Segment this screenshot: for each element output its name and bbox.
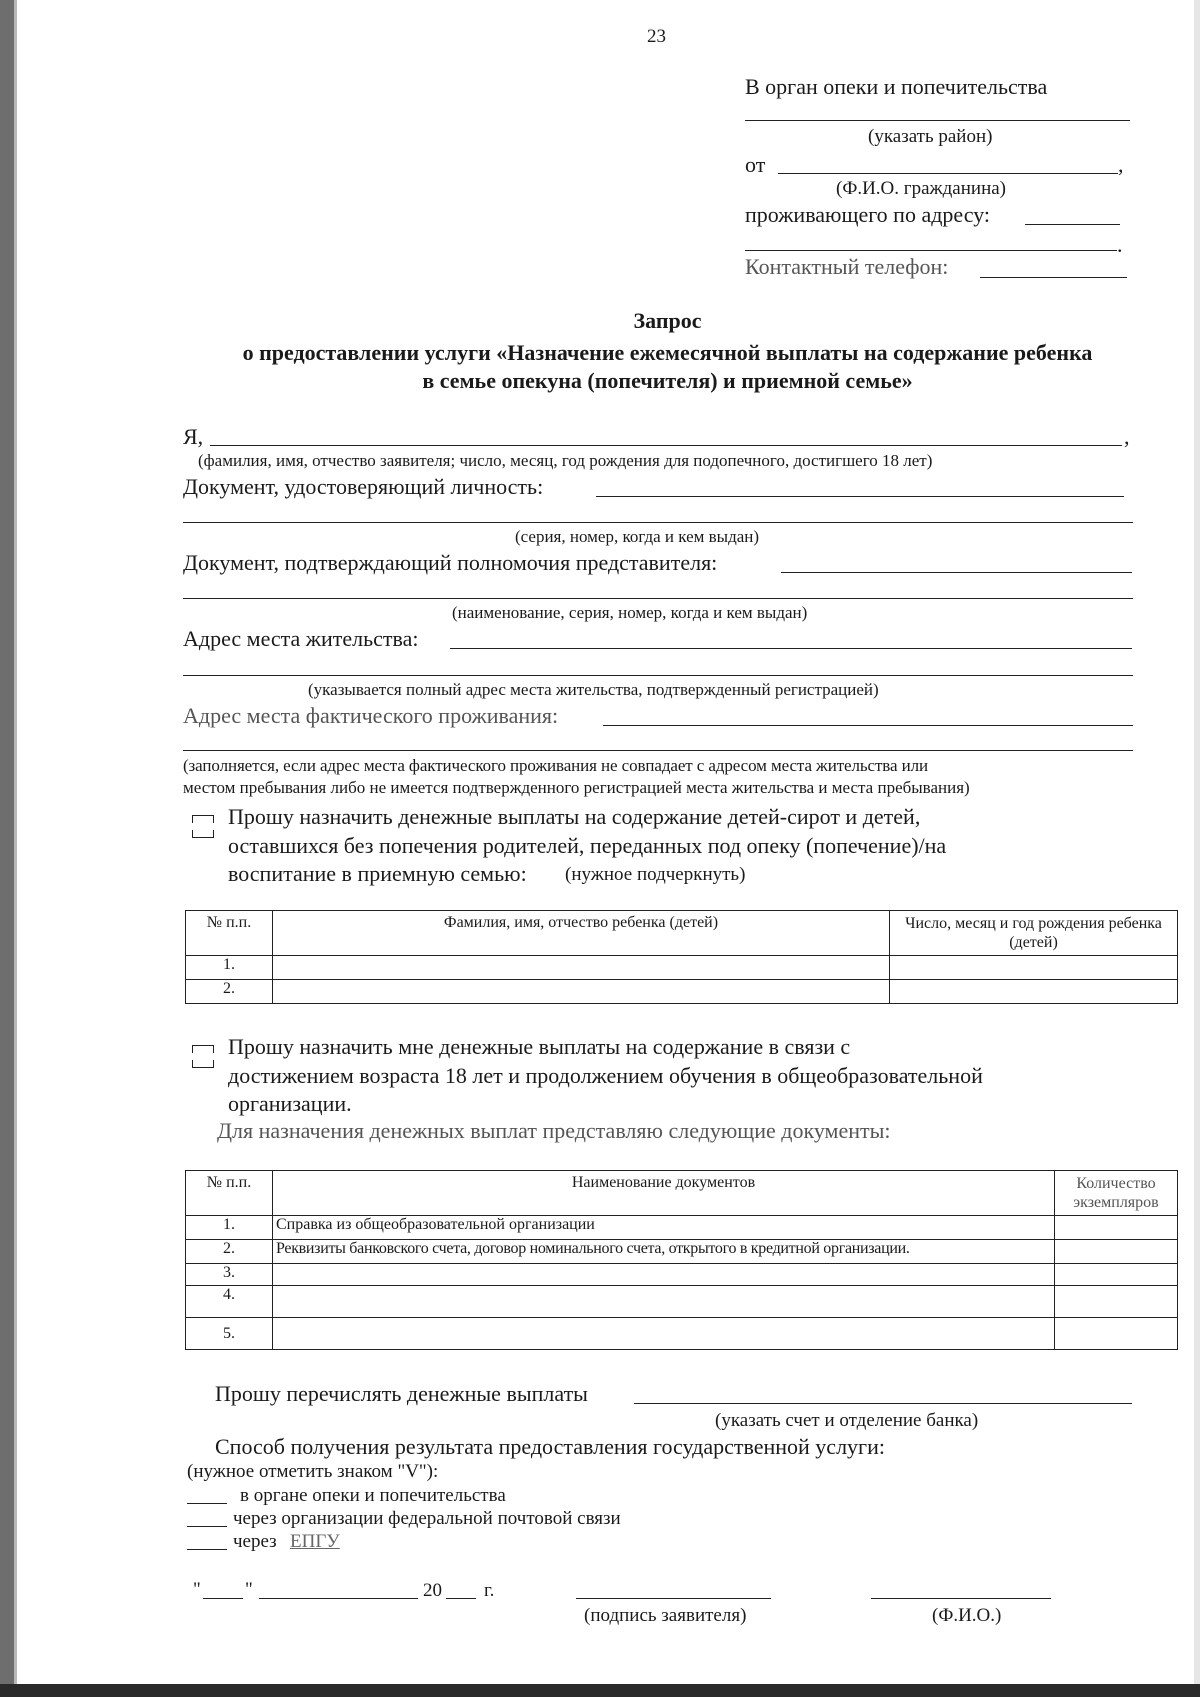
- date-year-suffix: г.: [484, 1580, 495, 1601]
- residence-hint: (указывается полный адрес места жительства, подтвержденный регистрацией): [308, 680, 879, 699]
- children-row-birth-cell[interactable]: [890, 980, 1178, 1004]
- id-doc-hint: (серия, номер, когда и кем выдан): [515, 527, 760, 546]
- rep-doc-hint: (наименование, серия, номер, когда и кем выдан): [452, 603, 808, 622]
- page-number: 23: [647, 26, 666, 47]
- phone-label: Контактный телефон:: [745, 254, 949, 279]
- result-option3-mark[interactable]: [187, 1549, 227, 1550]
- phone-line[interactable]: [980, 277, 1127, 278]
- children-row-number: 1.: [186, 956, 273, 980]
- documents-row-number: 5.: [186, 1318, 273, 1350]
- documents-col-count: Количество экземпляров: [1055, 1171, 1178, 1216]
- address-label: проживающего по адресу:: [745, 202, 991, 227]
- actual-address-hint-2: местом пребывания либо не имеется подтвержденного регистрацией места жительства и места пребывания): [183, 778, 970, 797]
- date-year-prefix: 20: [423, 1580, 442, 1601]
- doc-title: Запрос: [633, 308, 702, 333]
- option2-line1: Прошу назначить мне денежные выплаты на содержание в связи с: [228, 1034, 851, 1059]
- signature-line[interactable]: [576, 1598, 771, 1599]
- id-doc-label: Документ, удостоверяющий личность:: [183, 474, 544, 499]
- doc-subtitle-line2: в семье опекуна (попечителя) и приемной семье»: [422, 368, 913, 393]
- result-option1-mark[interactable]: [187, 1503, 227, 1504]
- documents-col-name: Наименование документов: [273, 1171, 1055, 1216]
- docs-intro: Для назначения денежных выплат представляю следующие документы:: [217, 1118, 891, 1143]
- option1-line2: оставшихся без попечения родителей, переданных под опеку (попечение)/на: [228, 833, 947, 858]
- actual-address-line-2[interactable]: [183, 750, 1133, 751]
- scan-edge-right: [1194, 0, 1200, 1697]
- documents-row-name-cell[interactable]: [273, 1318, 1055, 1350]
- table-row: [186, 1318, 1178, 1350]
- documents-table: [185, 1170, 1178, 1350]
- documents-row-count-cell[interactable]: [1055, 1240, 1178, 1264]
- children-col-number: № п.п.: [186, 911, 273, 956]
- rep-doc-label: Документ, подтверждающий полномочия представителя:: [183, 550, 718, 575]
- residence-label: Адрес места жительства:: [183, 626, 419, 651]
- documents-row-name: Реквизиты банковского счета, договор номинального счета, открытого в кредитной организации.: [273, 1240, 1055, 1264]
- children-row-birth-cell[interactable]: [890, 956, 1178, 980]
- date-month-line[interactable]: [259, 1598, 418, 1599]
- applicant-hint: (фамилия, имя, отчество заявителя; число, месяц, год рождения для подопечного, достигшего 18 лет): [198, 451, 933, 470]
- district-hint: (указать район): [868, 126, 993, 147]
- address-line-1[interactable]: [1025, 224, 1120, 225]
- scan-edge-left-shadow: [14, 0, 17, 1697]
- table-row: [186, 1240, 1178, 1264]
- payment-hint: (указать счет и отделение банка): [715, 1410, 979, 1431]
- option2-line3: организации.: [228, 1091, 352, 1116]
- residence-line-2[interactable]: [183, 675, 1133, 676]
- table-row: [186, 980, 1178, 1004]
- date-quote-open: ": [193, 1579, 201, 1600]
- actual-address-hint-1: (заполняется, если адрес места фактического проживания не совпадает с адресом места жительства или: [183, 756, 928, 775]
- documents-row-number: 3.: [186, 1264, 273, 1286]
- result-option3-label: через: [233, 1531, 277, 1552]
- option2-checkbox[interactable]: [192, 1045, 214, 1067]
- documents-row-count-cell[interactable]: [1055, 1318, 1178, 1350]
- id-doc-line-2[interactable]: [183, 522, 1133, 523]
- i-label: Я,: [183, 424, 204, 449]
- rep-doc-line-2[interactable]: [183, 598, 1133, 599]
- children-row-name-cell[interactable]: [273, 956, 890, 980]
- children-table-header: [186, 911, 1178, 956]
- signature-hint: (подпись заявителя): [584, 1605, 747, 1626]
- payment-label: Прошу перечислять денежные выплаты: [215, 1381, 588, 1406]
- id-doc-line-1[interactable]: [596, 496, 1124, 497]
- name-hint: (Ф.И.О. гражданина): [836, 178, 1006, 199]
- documents-row-number: 1.: [186, 1216, 273, 1240]
- epgu-link[interactable]: ЕПГУ: [290, 1531, 340, 1552]
- option1-checkbox[interactable]: [192, 815, 214, 837]
- from-name-line[interactable]: [778, 173, 1118, 174]
- documents-row-count-cell[interactable]: [1055, 1216, 1178, 1240]
- documents-row-name-cell[interactable]: [273, 1286, 1055, 1318]
- children-row-number: 2.: [186, 980, 273, 1004]
- documents-table-header: [186, 1171, 1178, 1216]
- documents-row-number: 4.: [186, 1286, 273, 1318]
- applicant-name-line[interactable]: [210, 445, 1122, 446]
- residence-line-1[interactable]: [450, 648, 1132, 649]
- date-day-line[interactable]: [203, 1598, 243, 1599]
- documents-row-name: Справка из общеобразовательной организации: [273, 1216, 1055, 1240]
- doc-subtitle-line1: о предоставлении услуги «Назначение ежемесячной выплаты на содержание ребенка: [242, 340, 1093, 365]
- children-row-name-cell[interactable]: [273, 980, 890, 1004]
- actual-address-line-1[interactable]: [603, 725, 1133, 726]
- result-note: (нужное отметить знаком "V"):: [187, 1461, 439, 1482]
- from-label: от: [745, 152, 766, 177]
- documents-col-number: № п.п.: [186, 1171, 273, 1216]
- applicant-name-sign-line[interactable]: [871, 1598, 1051, 1599]
- option1-note: (нужное подчеркнуть): [565, 864, 746, 885]
- applicant-name-sign-hint: (Ф.И.О.): [932, 1605, 1002, 1626]
- date-quote-close: ": [245, 1579, 253, 1600]
- address-line-2[interactable]: [745, 250, 1117, 251]
- table-row: [186, 956, 1178, 980]
- documents-row-number: 2.: [186, 1240, 273, 1264]
- result-option1-label: в органе опеки и попечительства: [240, 1485, 506, 1506]
- option2-line2: достижением возраста 18 лет и продолжением обучения в общеобразовательной: [228, 1063, 983, 1088]
- payment-account-line[interactable]: [634, 1403, 1132, 1404]
- documents-row-count-cell[interactable]: [1055, 1264, 1178, 1286]
- documents-row-name-cell[interactable]: [273, 1264, 1055, 1286]
- rep-doc-line-1[interactable]: [781, 572, 1132, 573]
- table-row: [186, 1216, 1178, 1240]
- actual-address-label: Адрес места фактического проживания:: [183, 703, 559, 728]
- table-row: [186, 1286, 1178, 1318]
- option1-line1: Прошу назначить денежные выплаты на содержание детей-сирот и детей,: [228, 804, 921, 829]
- date-year-line[interactable]: [446, 1598, 476, 1599]
- option1-line3: воспитание в приемную семью:: [228, 861, 527, 886]
- scan-edge-bottom: [0, 1684, 1200, 1697]
- children-col-birth: Число, месяц и год рождения ребенка (детей): [890, 911, 1178, 956]
- result-title: Способ получения результата предоставления государственной услуги:: [215, 1434, 885, 1459]
- result-option2-label: через организации федеральной почтовой связи: [233, 1508, 621, 1529]
- result-option2-mark[interactable]: [187, 1526, 227, 1527]
- table-row: [186, 1264, 1178, 1286]
- addressee-to: В орган опеки и попечительства: [745, 74, 1048, 99]
- documents-row-count-cell[interactable]: [1055, 1286, 1178, 1318]
- children-col-name: Фамилия, имя, отчество ребенка (детей): [273, 911, 890, 956]
- children-table: [185, 910, 1178, 1004]
- scan-edge-left: [0, 0, 14, 1697]
- district-line[interactable]: [745, 120, 1130, 121]
